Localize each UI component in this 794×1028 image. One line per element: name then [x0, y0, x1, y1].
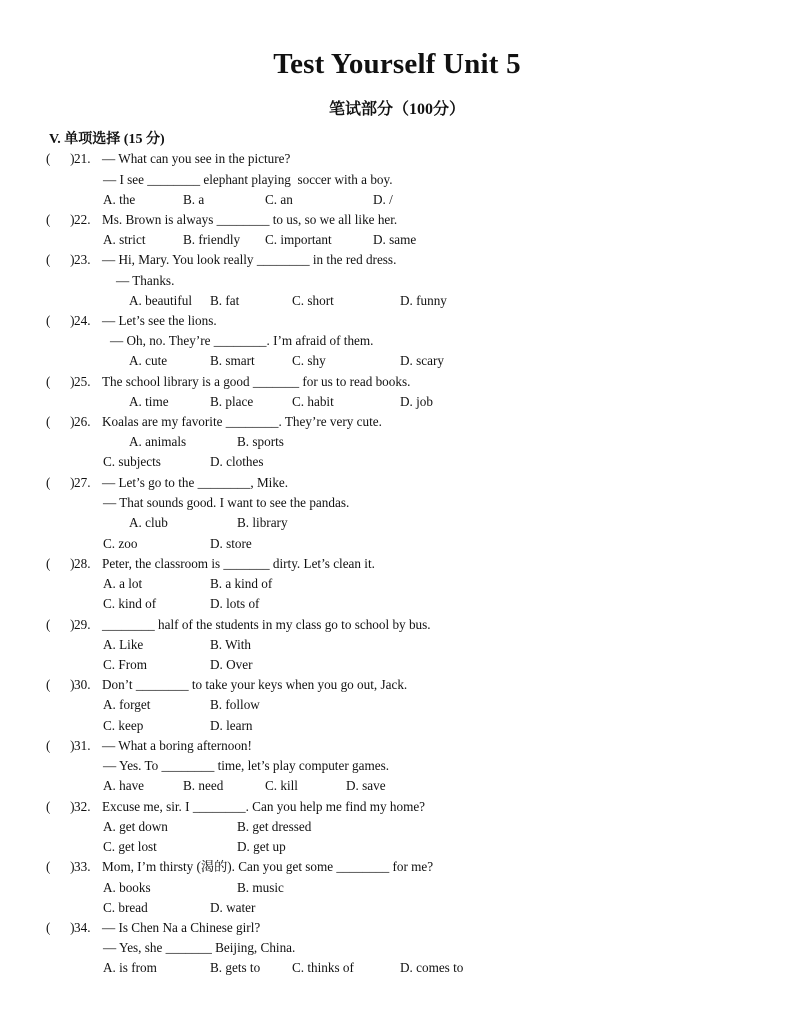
answer-option[interactable]: D. get up	[237, 839, 286, 854]
page-title: Test Yourself Unit 5	[273, 48, 521, 80]
question-text: Excuse me, sir. I ________. Can you help me find my home?	[102, 799, 426, 814]
answer-blank: ( )	[46, 212, 75, 227]
question-text: — Is Chen Na a Chinese girl?	[102, 920, 261, 935]
answer-option[interactable]: A. the	[103, 192, 136, 207]
answer-option[interactable]: C. get lost	[103, 839, 157, 854]
answer-option[interactable]: A. a lot	[103, 576, 143, 591]
answer-option[interactable]: D. store	[210, 536, 252, 551]
answer-option[interactable]: C. keep	[103, 718, 144, 733]
question-text: — I see ________ elephant playing soccer with a boy.	[103, 172, 393, 187]
question-text: Peter, the classroom is _______ dirty. Let’s clean it.	[102, 556, 375, 571]
answer-blank: ( )	[46, 414, 75, 429]
answer-option[interactable]: B. need	[183, 778, 224, 793]
answer-option[interactable]: C. habit	[292, 394, 334, 409]
answer-blank: ( )	[46, 313, 75, 328]
answer-option[interactable]: D. save	[346, 778, 386, 793]
answer-blank: ( )	[46, 617, 75, 632]
question-number: 27.	[74, 475, 91, 490]
answer-option[interactable]: A. get down	[103, 819, 168, 834]
answer-option[interactable]: C. subjects	[103, 454, 161, 469]
answer-option[interactable]: C. important	[265, 232, 332, 247]
answer-blank: ( )	[46, 151, 75, 166]
answer-option[interactable]: D. comes to	[400, 960, 464, 975]
answer-option[interactable]: C. shy	[292, 353, 326, 368]
answer-option[interactable]: B. a	[183, 192, 205, 207]
answer-option[interactable]: C. an	[265, 192, 293, 207]
question-text: — What can you see in the picture?	[102, 151, 291, 166]
answer-blank: ( )	[46, 920, 75, 935]
answer-option[interactable]: D. learn	[210, 718, 253, 733]
question-number: 29.	[74, 617, 91, 632]
answer-blank: ( )	[46, 556, 75, 571]
answer-option[interactable]: A. is from	[103, 960, 157, 975]
answer-option[interactable]: C. zoo	[103, 536, 138, 551]
question-number: 21.	[74, 151, 91, 166]
answer-option[interactable]: D. clothes	[210, 454, 264, 469]
answer-option[interactable]: B. gets to	[210, 960, 261, 975]
question-number: 25.	[74, 374, 91, 389]
question-text: — Hi, Mary. You look really ________ in the red dress.	[102, 252, 397, 267]
question-number: 24.	[74, 313, 91, 328]
answer-blank: ( )	[46, 738, 75, 753]
question-text: Mom, I’m thirsty (渴的). Can you get some ________ for me?	[102, 859, 434, 874]
question-text: — Let’s go to the ________, Mike.	[102, 475, 289, 490]
question-text: — What a boring afternoon!	[102, 738, 252, 753]
answer-option[interactable]: A. have	[103, 778, 145, 793]
answer-option[interactable]: D. funny	[400, 293, 447, 308]
answer-option[interactable]: B. music	[237, 880, 284, 895]
answer-option[interactable]: D. Over	[210, 657, 253, 672]
answer-option[interactable]: A. club	[129, 515, 168, 530]
answer-option[interactable]: C. bread	[103, 900, 148, 915]
answer-option[interactable]: B. a kind of	[210, 576, 273, 591]
question-text: — Yes. To ________ time, let’s play computer games.	[103, 758, 390, 773]
answer-option[interactable]: B. place	[210, 394, 254, 409]
question-number: 30.	[74, 677, 91, 692]
question-number: 28.	[74, 556, 91, 571]
answer-option[interactable]: A. forget	[103, 697, 151, 712]
answer-option[interactable]: A. Like	[103, 637, 144, 652]
question-number: 32.	[74, 799, 91, 814]
question-text: Ms. Brown is always ________ to us, so we all like her.	[102, 212, 398, 227]
answer-blank: ( )	[46, 475, 75, 490]
question-text: — Yes, she _______ Beijing, China.	[103, 940, 296, 955]
answer-option[interactable]: D. same	[373, 232, 417, 247]
section-heading: V. 单项选择 (15 分)	[49, 132, 165, 147]
question-number: 31.	[74, 738, 91, 753]
question-number: 23.	[74, 252, 91, 267]
question-number: 22.	[74, 212, 91, 227]
question-text: — Let’s see the lions.	[102, 313, 217, 328]
answer-option[interactable]: B. get dressed	[237, 819, 312, 834]
answer-blank: ( )	[46, 799, 75, 814]
answer-blank: ( )	[46, 374, 75, 389]
answer-option[interactable]: C. From	[103, 657, 147, 672]
answer-option[interactable]: B. sports	[237, 434, 284, 449]
answer-option[interactable]: A. cute	[129, 353, 168, 368]
answer-option[interactable]: D. scary	[400, 353, 444, 368]
answer-option[interactable]: A. strict	[103, 232, 146, 247]
answer-option[interactable]: D. water	[210, 900, 256, 915]
answer-option[interactable]: B. follow	[210, 697, 260, 712]
answer-blank: ( )	[46, 859, 75, 874]
answer-option[interactable]: B. friendly	[183, 232, 241, 247]
answer-option[interactable]: B. smart	[210, 353, 255, 368]
answer-option[interactable]: D. /	[373, 192, 393, 207]
answer-option[interactable]: D. lots of	[210, 596, 260, 611]
question-text: — That sounds good. I want to see the pandas.	[103, 495, 350, 510]
answer-option[interactable]: C. kind of	[103, 596, 157, 611]
question-number: 33.	[74, 859, 91, 874]
question-text: — Oh, no. They’re ________. I’m afraid of them.	[110, 333, 374, 348]
answer-option[interactable]: A. time	[129, 394, 169, 409]
page-subtitle: 笔试部分（100分）	[328, 101, 465, 118]
answer-option[interactable]: B. fat	[210, 293, 240, 308]
answer-option[interactable]: C. thinks of	[292, 960, 354, 975]
question-number: 26.	[74, 414, 91, 429]
answer-option[interactable]: D. job	[400, 394, 433, 409]
answer-option[interactable]: C. short	[292, 293, 334, 308]
question-text: Koalas are my favorite ________. They’re very cute.	[102, 414, 382, 429]
answer-blank: ( )	[46, 677, 75, 692]
question-text: ________ half of the students in my class go to school by bus.	[102, 617, 431, 632]
question-number: 34.	[74, 920, 91, 935]
answer-option[interactable]: B. With	[210, 637, 251, 652]
answer-option[interactable]: C. kill	[265, 778, 298, 793]
answer-option[interactable]: A. books	[103, 880, 151, 895]
question-text: — Thanks.	[116, 273, 175, 288]
question-text: The school library is a good _______ for us to read books.	[102, 374, 411, 389]
answer-blank: ( )	[46, 252, 75, 267]
answer-option[interactable]: A. animals	[129, 434, 187, 449]
question-text: Don’t ________ to take your keys when you go out, Jack.	[102, 677, 408, 692]
answer-option[interactable]: B. library	[237, 515, 288, 530]
answer-option[interactable]: A. beautiful	[129, 293, 192, 308]
